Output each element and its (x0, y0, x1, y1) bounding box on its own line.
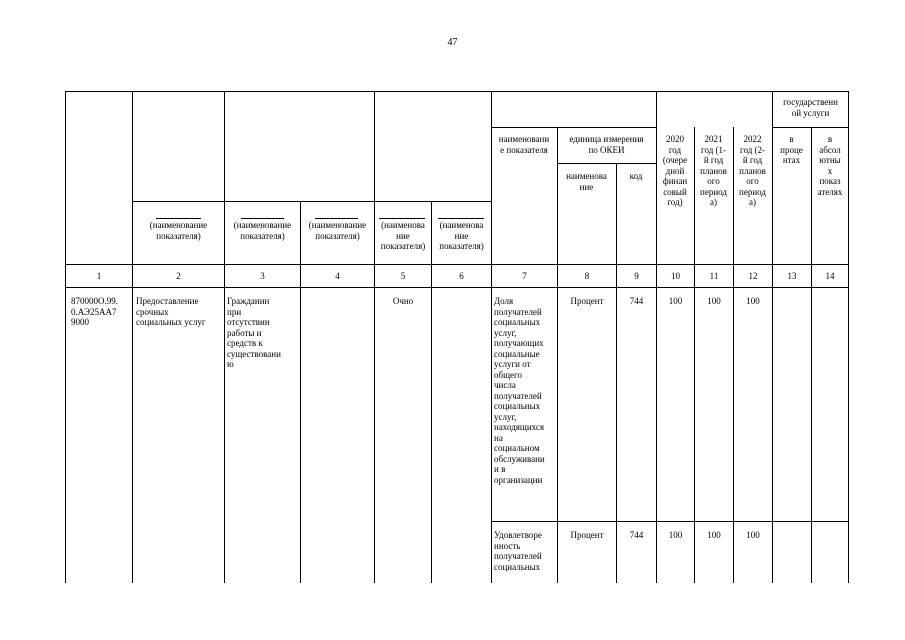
header-okei-code: код (629, 171, 643, 181)
indicator-value-2022: 100 (746, 296, 760, 306)
param-underline-5 (379, 218, 425, 219)
header-year-2021: 2021 год (1- й год планов ого период а) (700, 134, 727, 207)
header-in-percent: в проце нтах (780, 134, 803, 165)
indicator-unit: Процент (570, 296, 604, 306)
header-param-6: (наименова ние показателя) (439, 220, 484, 251)
indicator-value-2020: 100 (668, 296, 683, 306)
page-number: 47 (447, 37, 458, 48)
header-okei-name: наименова ние (566, 171, 607, 192)
registry-number: 870000О.99. 0.АЭ25АА7 9000 (71, 296, 118, 327)
table-left-border (65, 91, 66, 583)
colnum-9: 9 (634, 271, 639, 281)
colnum-2: 2 (176, 271, 181, 281)
colnum-8: 8 (584, 271, 590, 281)
param-underline-3 (241, 218, 284, 219)
colnum-12: 12 (748, 271, 758, 281)
recipient-category: Гражданин при отсутствин работы и средств к существовани ю (227, 296, 281, 369)
colnum-6: 6 (459, 271, 464, 281)
col-line-8 (616, 163, 617, 583)
header-indicator-name: наименовани е показателя (498, 134, 550, 155)
header-param-4: (наименование показателя) (308, 220, 367, 241)
indicator-row-divider (491, 521, 849, 522)
service-form: Очно (392, 296, 414, 306)
col-line-7 (557, 127, 558, 583)
header-bottom-border (65, 264, 849, 265)
header-year-2022: 2022 год (2- й год планов ого период а) (739, 134, 766, 207)
colnum-13: 13 (787, 271, 797, 281)
param-underline-6 (438, 218, 484, 219)
table-top-border (65, 91, 849, 92)
header-in-absolute: в абсол ютны х показ ателях (817, 134, 843, 197)
indicator-value-2021: 100 (707, 530, 721, 540)
header-param-3: (наименование показателя) (233, 220, 292, 241)
colnum-10: 10 (671, 271, 680, 281)
header-okei-unit: единица измерения по ОКЕИ (569, 134, 644, 155)
indicator-value-2022: 100 (746, 530, 760, 540)
colnum-3: 3 (260, 271, 265, 281)
param-underline-2 (156, 218, 201, 219)
col-line-1 (132, 91, 133, 583)
indicator-code: 744 (629, 296, 644, 306)
header-gov-service: государственн ой услуги (783, 97, 838, 118)
header-year-2020: 2020 год (очере дной финан совый год) (662, 134, 688, 207)
col-line-2 (224, 91, 225, 583)
col-line-6 (491, 91, 492, 583)
colnum-bottom-border (65, 287, 849, 288)
header-param-5: (наименова ние показателя) (380, 220, 426, 251)
indicator-value-2021: 100 (707, 296, 721, 306)
col-line-3 (300, 201, 301, 583)
indicator-name: Доля получателей социальных услуг, получающих социальные услуги от общего числа получателей социальных услуг, находящихся на социальном обслуживани и в организации (494, 296, 545, 485)
colnum-11: 11 (709, 271, 719, 281)
col-line-5 (431, 201, 432, 583)
header-divider-b (491, 127, 656, 128)
col-line-4 (374, 91, 375, 583)
param-divider (132, 201, 491, 202)
okei-divider (557, 163, 656, 164)
indicator-code: 744 (629, 530, 644, 540)
colnum-5: 5 (400, 271, 406, 281)
colnum-4: 4 (335, 271, 340, 281)
header-param-2: (наименование показателя) (149, 220, 208, 241)
indicator-value-2020: 100 (668, 530, 683, 540)
colnum-14: 14 (825, 271, 835, 281)
service-quality-table (65, 91, 849, 583)
service-content: Предоставление срочных социальных услуг (136, 296, 206, 327)
table-right-border (848, 91, 849, 583)
indicator-name: Удовлетворе нность получателей социальных (494, 530, 542, 572)
param-underline-4 (315, 218, 358, 219)
colnum-7: 7 (522, 271, 527, 281)
colnum-1: 1 (96, 271, 102, 281)
indicator-unit: Процент (570, 530, 604, 540)
